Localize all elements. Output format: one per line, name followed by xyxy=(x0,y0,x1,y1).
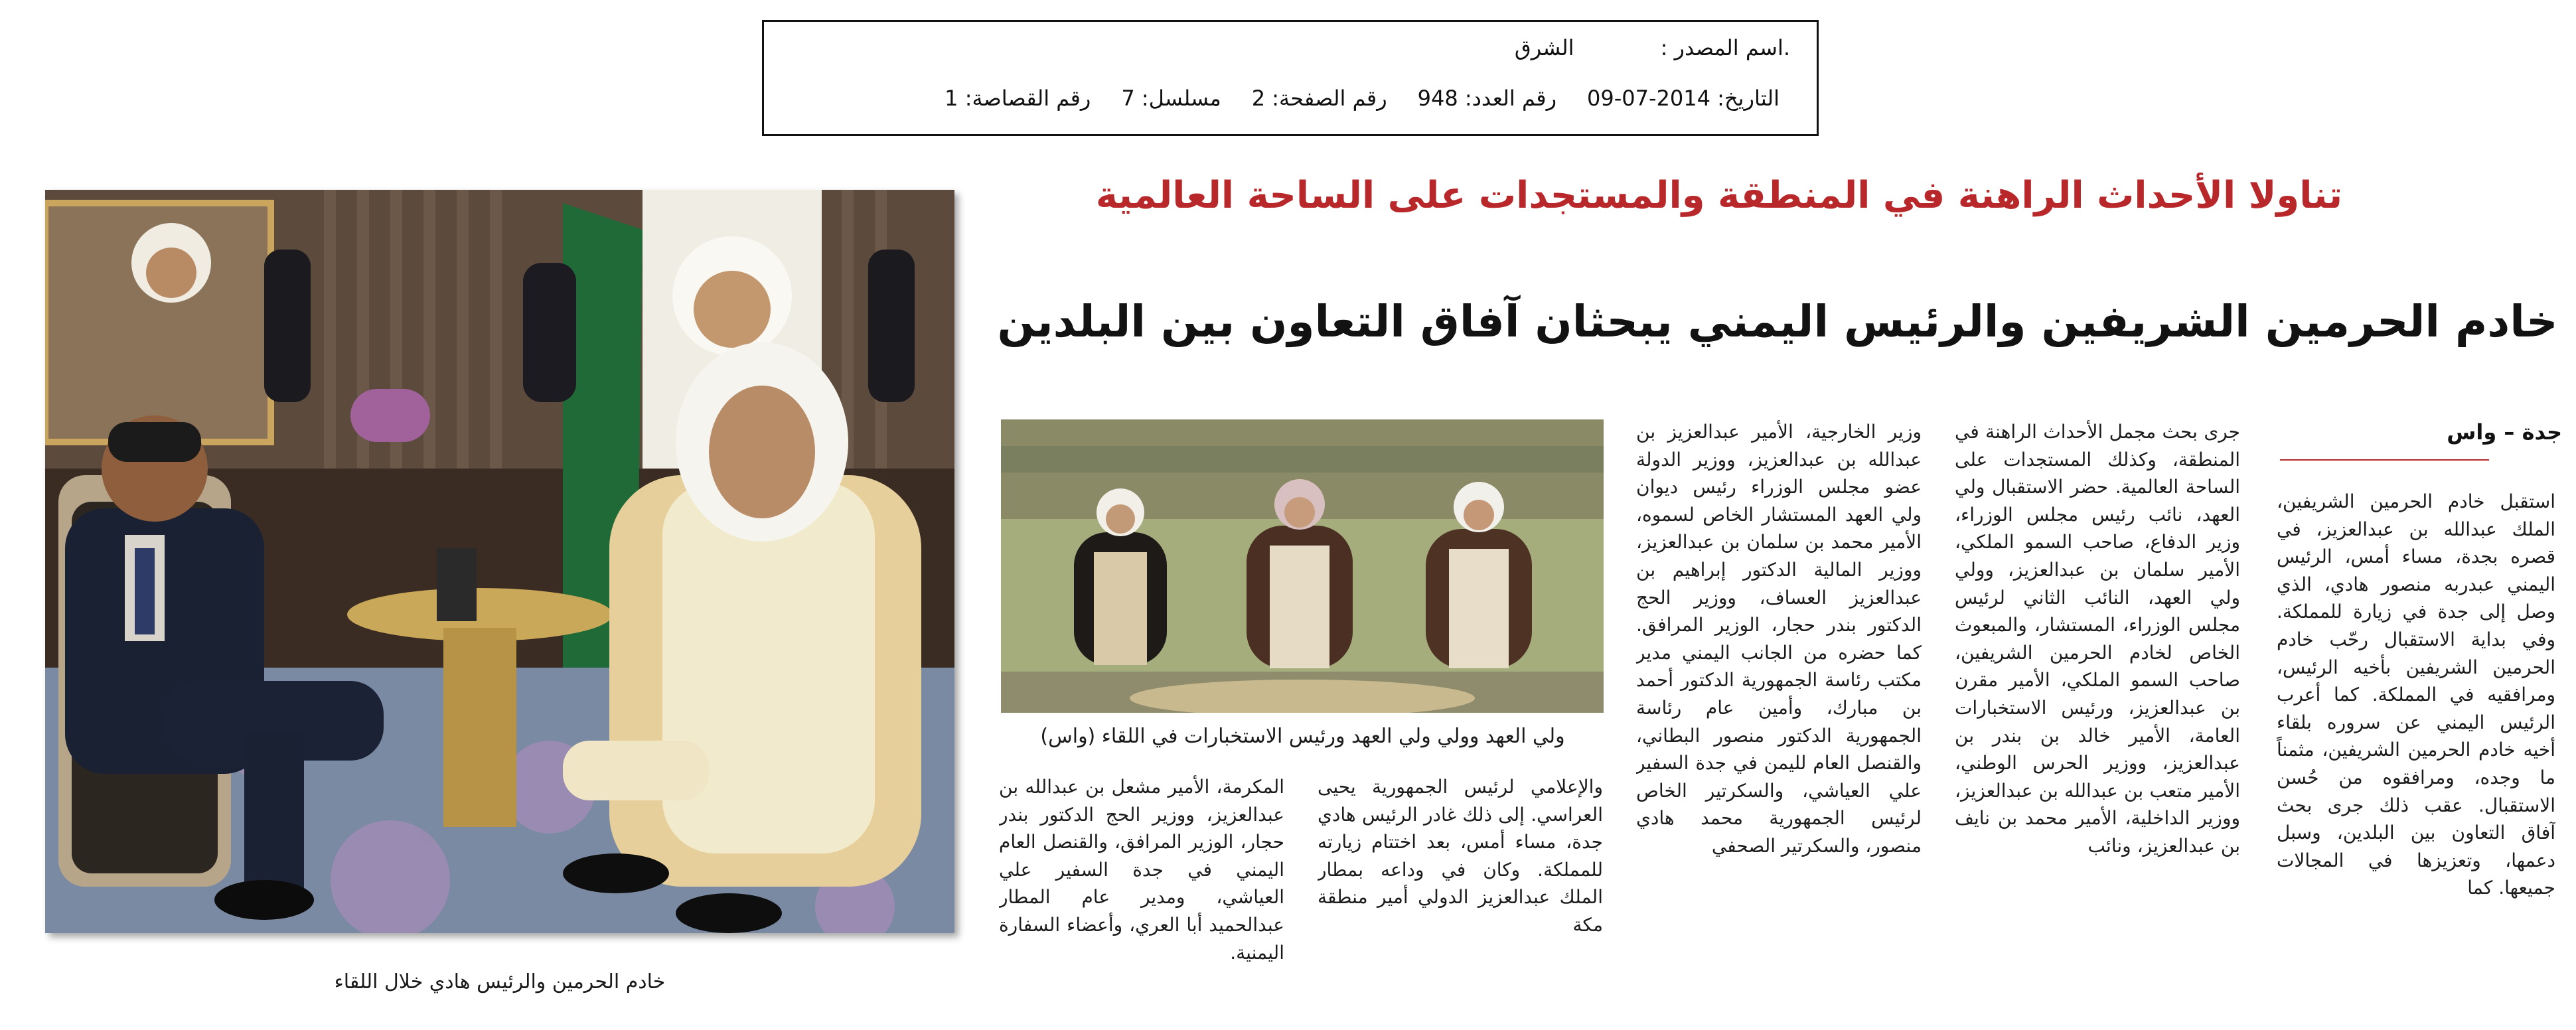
source-info-box xyxy=(762,20,1819,136)
issue-label: رقم العدد: xyxy=(1464,86,1557,111)
issue-value: 948 xyxy=(1417,86,1458,111)
clip-field xyxy=(945,86,1091,111)
article-dateline: جدة – واس xyxy=(2447,419,2562,445)
source-value: الشرق xyxy=(1514,35,1574,60)
photo-king-caption: خادم الحرمين والرئيس هادي خلال اللقاء xyxy=(334,970,666,993)
page-field xyxy=(1252,86,1387,111)
source-row xyxy=(1515,35,1790,60)
serial-field xyxy=(1121,86,1221,111)
photo-crown-prince-caption: ولي العهد وولي ولي العهد ورئيس الاستخبارات في اللقاء (واس) xyxy=(1040,725,1565,748)
source-label: .اسم المصدر : xyxy=(1660,35,1790,60)
photo-king-and-president xyxy=(45,190,954,933)
page-label: رقم الصفحة: xyxy=(1272,86,1387,111)
article-column-1: استقبل خادم الحرمين الشريفين، الملك عبدالله بن عبدالعزيز، في قصره بجدة، مساء أمس، الرئيس اليمني عبدربه منصور هادي، الذي وصل إلى جدة في زيارة للمملكة. وفي بداية الاستقبال رحّب خادم الحرمين الشريفين بأخيه الرئيس، ومرافقيه في المملكة. كما أعرب الرئيس اليمني عن سروره بلقاء أخيه خادم الحرمين الشريفين، مثمناً ما وجده، ومرافقوه من حُسن الاستقبال. عقب ذلك جرى بحث آفاق التعاون بين البلدين، وسبل دعمها، وتعزيزها في المجالات جميعها. كما xyxy=(2277,490,2555,899)
serial-value: 7 xyxy=(1121,86,1135,111)
clip-label: رقم القصاصة: xyxy=(964,86,1091,111)
article-column-5: المكرمة، الأمير مشعل بن عبدالله بن عبدالعزيز، ووزير الحج الدكتور بندر حجار، الوزير المرافق، والقنصل العام اليمني في جدة السفير علي العياشي، ومدير عام المطار عبدالحميد أبا العري، وأعضاء السفارة اليمنية. xyxy=(999,776,1284,964)
date-label: التاريخ: xyxy=(1717,86,1780,111)
article-column-4: والإعلامي لرئيس الجمهورية يحيى العراسي. إلى ذلك غادر الرئيس هادي جدة، مساء أمس، بعد اختتام زيارته للمملكة. وكان في وداعه بمطار الملك عبدالعزيز الدولي أمير منطقة مكة xyxy=(1318,776,1603,936)
page-value: 2 xyxy=(1251,86,1266,111)
date-value: 2014-07-09 xyxy=(1587,86,1710,111)
issue-field xyxy=(1418,86,1556,111)
article-subheadline: تناولا الأحداث الراهنة في المنطقة والمستجدات على الساحة العالمية xyxy=(1095,174,2343,217)
article-column-3: وزير الخارجية، الأمير عبدالعزيز بن عبدالله بن عبدالعزيز، ووزير الدولة عضو مجلس الوزراء رئيس ديوان ولي العهد المستشار الخاص لسموه، الأمير محمد بن سلمان بن عبدالعزيز، ووزير المالية الدكتور إبراهيم بن عبدالعزيز العساف، ووزير الحج الدكتور بندر حجار، الوزير المرافق. كما حضره من الجانب اليمني مدير مكتب رئاسة الجمهورية الدكتور أحمد بن مبارك، وأمين عام رئاسة الجمهورية الدكتور منصور البطاني، والقنصل العام لليمن في جدة السفير علي العياشي، والسكرتير الخاص لرئيس الجمهورية محمد هادي منصور، والسكرتير الصحفي xyxy=(1636,421,1922,857)
article-headline: خادم الحرمين الشريفين والرئيس اليمني يبحثان آفاق التعاون بين البلدين xyxy=(997,296,2558,347)
clip-value: 1 xyxy=(945,86,958,111)
article-column-2: جرى بحث مجمل الأحداث الراهنة في المنطقة، وكذلك المستجدات على الساحة العالمية. حضر الاستقبال ولي العهد، نائب رئيس مجلس الوزراء، وزير الدفاع، صاحب السمو الملكي، الأمير سلمان بن عبدالعزيز، وولي ولي العهد، النائب الثاني لرئيس مجلس الوزراء، المستشار، والمبعوث الخاص لخادم الحرمين الشريفين، صاحب السمو الملكي، الأمير مقرن بن عبدالعزيز، ورئيس الاستخبارات العامة، الأمير خالد بن بندر بن عبدالعزيز، ووزير الحرس الوطني، الأمير متعب بن عبدالله بن عبدالعزيز، ووزير الداخلية، الأمير محمد بن نايف بن عبدالعزيز، ونائب xyxy=(1955,421,2240,857)
date-field xyxy=(1587,86,1780,111)
meta-row xyxy=(945,86,1780,111)
dateline-rule xyxy=(2280,459,2489,461)
serial-label: مسلسل: xyxy=(1141,86,1221,111)
photo-crown-prince-meeting xyxy=(1001,419,1604,713)
